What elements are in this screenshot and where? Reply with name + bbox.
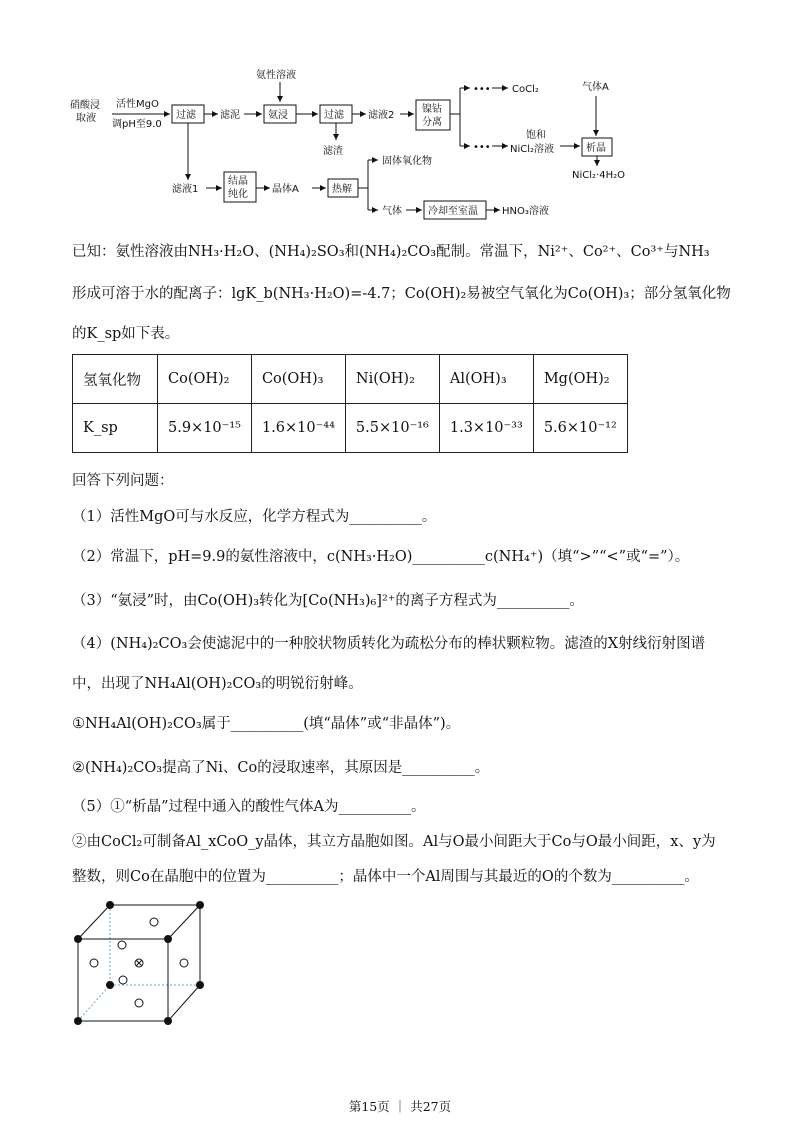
node-filtrate2: 滤液2 — [368, 110, 395, 121]
question-5-sub-2-line-1: ②由CoCl₂可制备Al_xCoO_y晶体，其立方晶胞如图。Al与O最小间距大于Co与O最小间距，x、y为 — [72, 834, 716, 850]
corner-atom — [106, 981, 114, 989]
table-col-header: Ni(OH)₂ — [345, 355, 439, 404]
corner-atom — [106, 901, 114, 909]
node-gas: 气体 — [382, 206, 402, 217]
node-filtrate1: 滤液1 — [172, 184, 199, 195]
node-mud: 滤泥 — [220, 110, 240, 121]
node-pyrolysis: 热解 — [332, 184, 352, 195]
node-ammonia-leach: 氨浸 — [268, 110, 288, 121]
question-4-sub-2: ②(NH₄)₂CO₃提高了Ni、Co的浸取速率，其原因是__________。 — [72, 760, 490, 776]
ksp-table — [72, 354, 628, 453]
page-footer: 第15页 ｜ 共27页 — [348, 1099, 452, 1114]
node-raw-line2: 取液 — [76, 113, 96, 124]
node-filter1: 过滤 — [176, 110, 196, 121]
face-atom — [119, 976, 127, 984]
table-header-label: 氢氧化物 — [73, 355, 158, 404]
node-cocl2: CoCl₂ — [512, 84, 539, 95]
label-ph: 调pH至9.0 — [112, 119, 162, 130]
node-separation-line1: 镍钴 — [422, 104, 442, 115]
intro-line-2: 形成可溶于水的配离子：lgK_b(NH₃·H₂O)=-4.7；Co(OH)₂易被空气氧化为Co(OH)₃；部分氢氧化物 — [72, 286, 731, 302]
question-5-sub-2-line-2: 整数，则Co在晶胞中的位置为__________；晶体中一个Al周围与其最近的O的个数为__________。 — [72, 869, 699, 885]
corner-atom — [74, 1017, 82, 1025]
node-ammonia-soln: 氨性溶液 — [256, 70, 296, 81]
node-gas-a: 气体A — [582, 82, 609, 93]
face-atom — [135, 999, 143, 1007]
node-crystal-line2: 纯化 — [228, 189, 248, 200]
face-atom — [118, 941, 126, 949]
table-cell: 1.3×10⁻³³ — [439, 404, 533, 453]
label-mgo: 活性MgO — [116, 99, 159, 110]
question-3: （3）“氨浸”时，由Co(OH)₃转化为[Co(NH₃)₆]²⁺的离子方程式为__________。 — [72, 593, 584, 609]
table-cell: 5.5×10⁻¹⁶ — [345, 404, 439, 453]
corner-atom — [196, 901, 204, 909]
node-cool: 冷却至室温 — [428, 206, 478, 217]
node-filter2: 过滤 — [324, 110, 344, 121]
face-atom — [150, 918, 158, 926]
unit-cell-figure — [66, 895, 216, 1035]
node-crystal-line1: 结晶 — [228, 176, 248, 187]
table-col-header: Co(OH)₃ — [251, 355, 345, 404]
question-1: （1）活性MgO可与水反应，化学方程式为__________。 — [72, 509, 437, 525]
table-row-label: K_sp — [73, 404, 158, 453]
table-cell: 1.6×10⁻⁴⁴ — [251, 404, 345, 453]
corner-atom — [196, 981, 204, 989]
question-2: （2）常温下，pH=9.9的氨性溶液中，c(NH₃·H₂O)__________c(NH₄⁺)（填“>”“<”或“=”）。 — [72, 549, 690, 565]
intro-line-3: 的K_sp如下表。 — [72, 326, 180, 342]
intro-line-1: 已知：氨性溶液由NH₃·H₂O、(NH₄)₂SO₃和(NH₄)₂CO₃配制。常温下，Ni²⁺、Co²⁺、Co³⁺与NH₃ — [72, 244, 710, 260]
questions-prompt: 回答下列问题： — [72, 473, 174, 489]
question-5-sub-1: （5）①“析晶”过程中通入的酸性气体A为__________。 — [72, 799, 426, 815]
node-nicl2-product: NiCl₂·4H₂O — [572, 170, 625, 181]
table-cell: 5.6×10⁻¹² — [533, 404, 627, 453]
node-solid-oxide: 固体氧化物 — [382, 156, 432, 167]
question-4-sub-1: ①NH₄Al(OH)₂CO₃属于__________(填“晶体”或“非晶体”)。 — [72, 716, 461, 732]
node-residue: 滤渣 — [323, 146, 343, 157]
node-nicl2-line1: 饱和 — [526, 130, 546, 141]
question-4-line-2: 中，出现了NH₄Al(OH)₂CO₃的明锐衍射峰。 — [72, 676, 363, 692]
table-row — [73, 404, 628, 453]
corner-atom — [164, 935, 172, 943]
node-hno3: HNO₃溶液 — [502, 206, 549, 217]
face-atom — [180, 959, 188, 967]
table-col-header: Co(OH)₂ — [158, 355, 252, 404]
corner-atom — [164, 1017, 172, 1025]
ellipsis-top: ••• — [473, 84, 491, 95]
table-header-row — [73, 355, 628, 404]
process-flowchart — [66, 62, 746, 232]
table-col-header: Al(OH)₃ — [439, 355, 533, 404]
face-atom — [90, 959, 98, 967]
table-cell: 5.9×10⁻¹⁵ — [158, 404, 252, 453]
corner-atom — [74, 935, 82, 943]
node-crystal-a: 晶体A — [272, 184, 299, 195]
node-raw-line1: 硝酸浸 — [70, 100, 100, 111]
table-col-header: Mg(OH)₂ — [533, 355, 627, 404]
ellipsis-bottom: ••• — [473, 142, 491, 153]
node-crystallize: 析晶 — [586, 143, 606, 154]
node-separation-line2: 分离 — [422, 117, 442, 128]
question-4-line-1: （4）(NH₄)₂CO₃会使滤泥中的一种胶状物质转化为疏松分布的棒状颗粒物。滤渣的X射线衍射图谱 — [72, 636, 706, 652]
node-nicl2-line2: NiCl₂溶液 — [510, 144, 555, 155]
